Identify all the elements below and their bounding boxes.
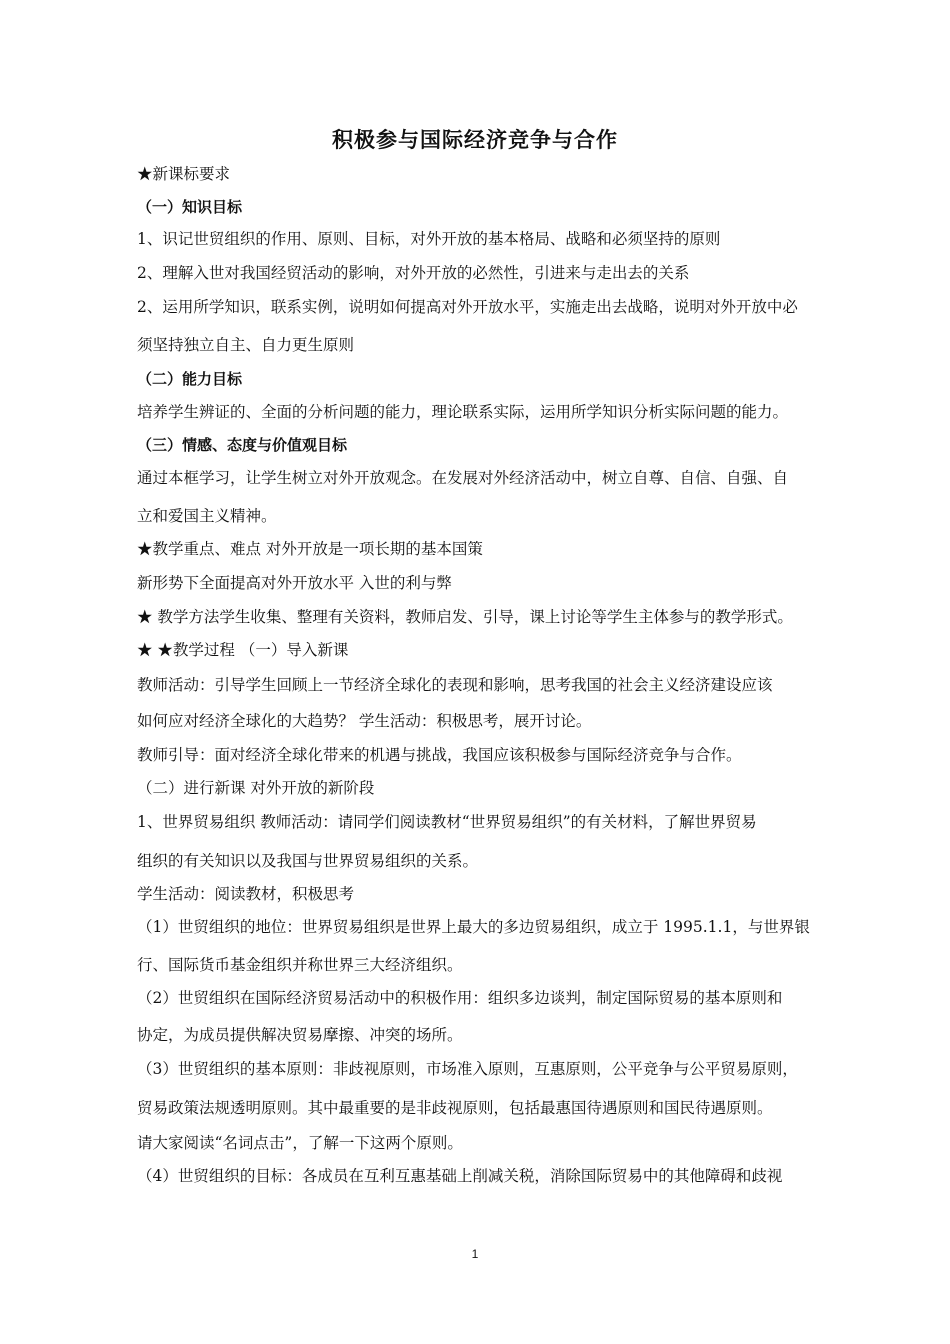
text-line: （2）世贸组织在国际经济贸易活动中的积极作用：组织多边谈判，制定国际贸易的基本原则和 xyxy=(137,989,783,1007)
text-line: 请大家阅读“名词点击”，了解一下这两个原则。 xyxy=(137,1134,463,1152)
text-line: 2、运用所学知识，联系实例，说明如何提高对外开放水平，实施走出去战略，说明对外开放中必 xyxy=(137,298,798,316)
subsection-heading: （二）能力目标 xyxy=(137,370,243,388)
section-heading: ★ 教学方法学生收集、整理有关资料，教师启发、引导，课上讨论等学生主体参与的教学形式。 xyxy=(137,608,793,626)
text-line: 须坚持独立自主、自力更生原则 xyxy=(137,336,355,354)
text-line: 学生活动：阅读教材，积极思考 xyxy=(137,885,355,903)
page-title: 积极参与国际经济竞争与合作 xyxy=(332,128,618,152)
text-line: 培养学生辨证的、全面的分析问题的能力，理论联系实际，运用所学知识分析实际问题的能力。 xyxy=(137,403,789,421)
subsection-heading: （三）情感、态度与价值观目标 xyxy=(137,436,348,454)
text-line: 教师引导：面对经济全球化带来的机遇与挑战，我国应该积极参与国际经济竞争与合作。 xyxy=(137,746,742,764)
text-line: 通过本框学习，让学生树立对外开放观念。在发展对外经济活动中，树立自尊、自信、自强、自 xyxy=(137,469,789,487)
text-line: 新形势下全面提高对外开放水平 入世的利与弊 xyxy=(137,574,452,592)
page-number: 1 xyxy=(471,1247,479,1261)
text-line: 行、国际货币基金组织并称世界三大经济组织。 xyxy=(137,956,463,974)
text-line: 1、识记世贸组织的作用、原则、目标，对外开放的基本格局、战略和必须坚持的原则 xyxy=(137,230,721,248)
text-line: 教师活动：引导学生回顾上一节经济全球化的表现和影响，思考我国的社会主义经济建设应该 xyxy=(137,676,773,694)
text-line: 贸易政策法规透明原则。其中最重要的是非歧视原则，包括最惠国待遇原则和国民待遇原则。 xyxy=(137,1099,773,1117)
section-heading: ★新课标要求 xyxy=(137,165,231,183)
text-line: （1）世贸组织的地位：世界贸易组织是世界上最大的多边贸易组织，成立于 1995.1.1，与世界银 xyxy=(137,918,810,936)
text-line: 组织的有关知识以及我国与世界贸易组织的关系。 xyxy=(137,852,479,870)
section-heading: ★教学重点、难点 对外开放是一项长期的基本国策 xyxy=(137,540,483,558)
text-line: 1、世界贸易组织 教师活动：请同学们阅读教材“世界贸易组织”的有关材料，了解世界贸易 xyxy=(137,813,757,831)
text-line: 协定，为成员提供解决贸易摩擦、冲突的场所。 xyxy=(137,1026,463,1044)
text-line: 立和爱国主义精神。 xyxy=(137,507,277,525)
text-line: 如何应对经济全球化的大趋势？ 学生活动：积极思考，展开讨论。 xyxy=(137,712,592,730)
section-heading: ★ ★教学过程 （一）导入新课 xyxy=(137,641,349,659)
text-line: 2、理解入世对我国经贸活动的影响，对外开放的必然性，引进来与走出去的关系 xyxy=(137,264,690,282)
subsection-heading: （一）知识目标 xyxy=(137,198,243,216)
text-line: （3）世贸组织的基本原则：非歧视原则，市场准入原则，互惠原则，公平竞争与公平贸易原则， xyxy=(137,1060,798,1078)
text-line: （二）进行新课 对外开放的新阶段 xyxy=(137,779,375,797)
text-line: （4）世贸组织的目标：各成员在互利互惠基础上削减关税，消除国际贸易中的其他障碍和歧视 xyxy=(137,1167,783,1185)
